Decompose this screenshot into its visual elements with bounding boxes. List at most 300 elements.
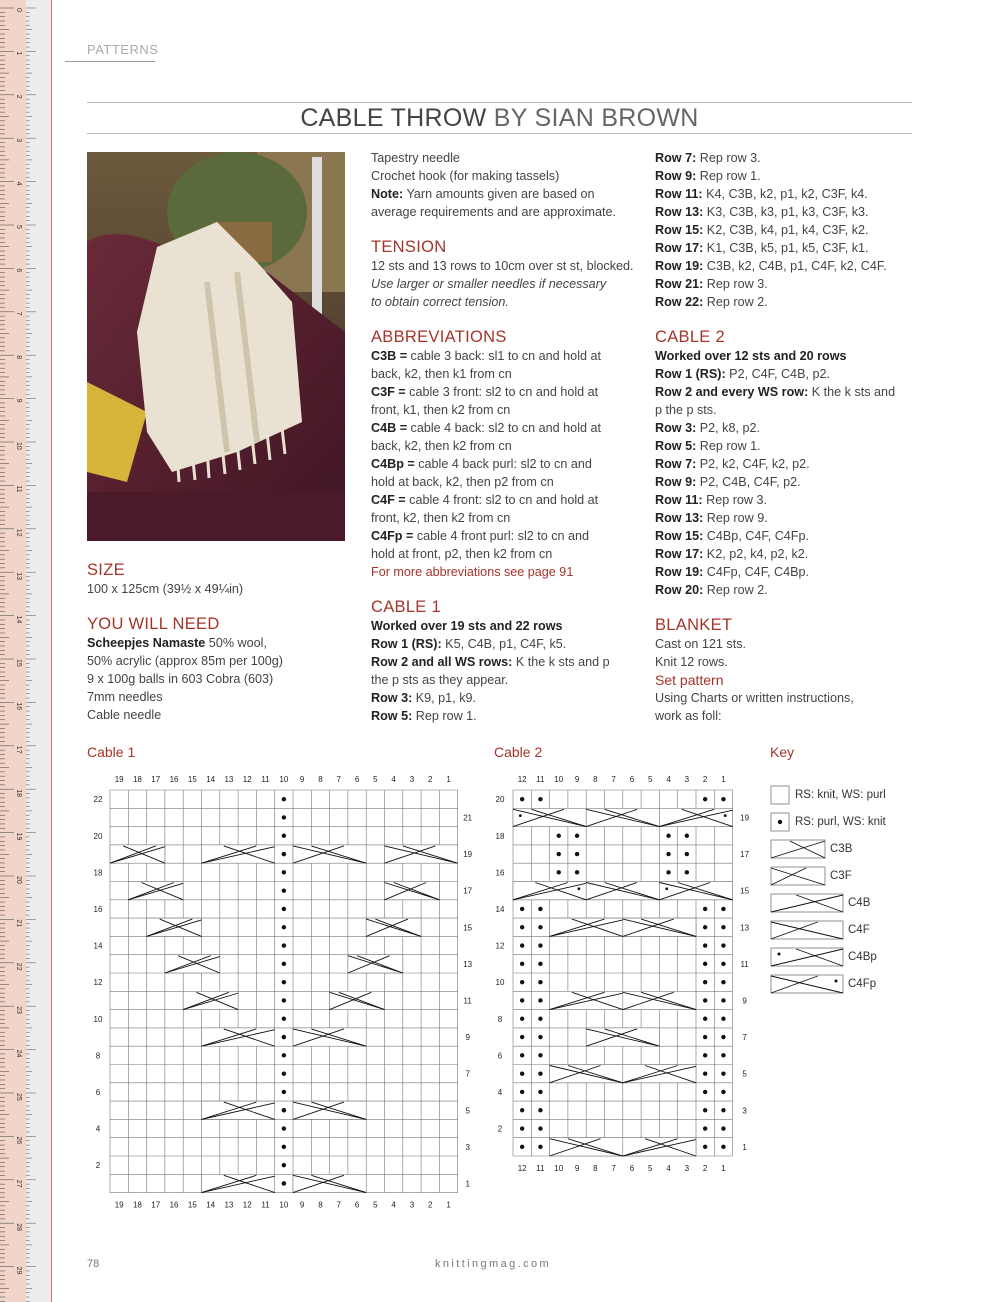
chart-axis-label: 1 [465, 1179, 470, 1189]
ruler-cm-label: 20 [15, 876, 22, 884]
chart-axis-label: 5 [373, 775, 378, 784]
chart-axis-label: 9 [574, 1164, 580, 1173]
purl-stitch [538, 962, 542, 966]
row-instruction: K the k sts and [808, 385, 896, 399]
purl-stitch [721, 1108, 725, 1112]
yarn-brand: Scheepjes Namaste [87, 636, 206, 650]
cable1-rows-part2 [655, 149, 915, 311]
chart-axis-label: 5 [742, 1069, 747, 1079]
cable-purl-dot [724, 814, 727, 817]
purl-stitch [520, 1053, 524, 1057]
chart-axis-label: 19 [114, 775, 124, 784]
chart-axis-label: 9 [742, 996, 747, 1006]
chart-axis-label: 6 [354, 775, 360, 784]
purl-stitch [721, 1053, 725, 1057]
purl-stitch [703, 1071, 707, 1075]
chart-axis-label: 7 [336, 775, 341, 784]
chart-axis-label: 12 [93, 978, 103, 988]
row-instruction: P2, C4F, C4B, p2. [725, 367, 830, 381]
abbreviation-entry [371, 527, 641, 545]
chart-axis-label: 12 [517, 775, 527, 784]
purl-stitch [538, 1035, 542, 1039]
ruler-cm-label: 26 [15, 1136, 22, 1145]
purl-stitch [282, 907, 286, 911]
chart-axis-label: 3 [684, 1164, 690, 1173]
purl-stitch [282, 980, 286, 984]
blanket-knit: Knit 12 rows. [655, 655, 728, 669]
row-key: Row 7: [655, 457, 697, 471]
row-instruction: Rep row 2. [703, 583, 768, 597]
ruler-cm-label: 16 [15, 702, 22, 711]
chart-axis-label: 5 [373, 1200, 378, 1210]
key-label: C4Fp [848, 978, 877, 990]
abbreviation-def-cont: back, k2, then k1 from cn [371, 367, 512, 381]
page-number: 78 [87, 1258, 100, 1270]
cable1-rows-part1 [371, 635, 641, 725]
abbreviation-def-cont: back, k2, then k2 from cn [371, 439, 512, 453]
pattern-row [655, 491, 915, 509]
chart-axis-label: 3 [409, 775, 415, 784]
chart-axis-label: 1 [446, 1200, 451, 1210]
purl-stitch [703, 1017, 707, 1021]
chart-axis-label: 7 [465, 1069, 470, 1079]
row-instruction: P2, k8, p2. [696, 421, 760, 435]
purl-stitch [520, 925, 524, 929]
needles: 7mm needles [87, 690, 163, 704]
abbreviations-list [371, 347, 641, 563]
chart-axis-label: 4 [497, 1087, 503, 1097]
purl-stitch [282, 962, 286, 966]
pattern-row [655, 581, 915, 599]
row-instruction: K4, C3B, k2, p1, k2, C3F, k4. [702, 187, 868, 201]
size-heading: SIZE [87, 561, 125, 579]
purl-stitch [282, 1108, 286, 1112]
yarn-line [87, 634, 347, 652]
blanket-cast-on: Cast on 121 sts. [655, 637, 747, 651]
abbreviation-def-cont: hold at back, k2, then p2 from cn [371, 475, 554, 489]
chart-axis-label: 20 [495, 795, 505, 805]
ruler-cm-label: 18 [15, 789, 22, 797]
chart-axis-label: 7 [611, 1164, 616, 1173]
chart-axis-label: 13 [463, 959, 473, 969]
more-abbreviations-link[interactable]: For more abbreviations see page 91 [371, 565, 574, 579]
ruler-cm-label: 5 [15, 225, 22, 229]
chart-axis-label: 18 [93, 868, 103, 878]
chart-axis-label: 6 [629, 775, 635, 784]
row-key: Row 20: [655, 583, 704, 597]
ruler-cm-label: 7 [15, 311, 22, 316]
chart-axis-label: 13 [224, 775, 234, 784]
chart-axis-label: 20 [93, 831, 103, 841]
chart-axis-label: 4 [666, 1164, 671, 1173]
title-main: CABLE THROW [300, 104, 487, 132]
chart-axis-label: 3 [684, 775, 690, 784]
chart-axis-label: 1 [742, 1142, 747, 1152]
purl-stitch [282, 1145, 286, 1149]
chart-axis-label: 10 [495, 978, 505, 988]
purl-stitch [520, 1035, 524, 1039]
key-symbol-c4bp [770, 947, 850, 967]
cable-purl-dot [519, 814, 522, 817]
key-symbol-c4fp [770, 974, 850, 994]
ruler-pink-strip [0, 0, 26, 1302]
tension-italic-1: Use larger or smaller needles if necessary [371, 277, 607, 291]
purl-stitch [721, 1090, 725, 1094]
ruler-cm-label: 10 [15, 442, 22, 450]
pattern-row [655, 185, 915, 203]
key-label: RS: purl, WS: knit [795, 816, 886, 828]
abbreviation-def: cable 4 back purl: sl2 to cn and [414, 457, 592, 471]
row-key: Row 3: [655, 421, 697, 435]
abbreviation-entry [371, 347, 641, 365]
purl-stitch [520, 797, 524, 801]
chart-axis-label: 14 [93, 941, 103, 951]
cable2-chart-title: Cable 2 [494, 744, 543, 760]
row-instruction: K9, p1, k9. [412, 691, 476, 705]
set-pattern-text-1: Using Charts or written instructions, [655, 691, 854, 705]
chart-axis-label: 4 [666, 775, 671, 784]
cable1-intro [371, 617, 641, 635]
purl-stitch [282, 1163, 286, 1167]
abbreviation-entry [371, 491, 641, 509]
pattern-row [655, 221, 915, 239]
chart-axis-label: 11 [740, 959, 749, 969]
chart-axis-label: 2 [428, 1200, 433, 1210]
chart-axis-label: 22 [93, 795, 103, 805]
purl-stitch [703, 797, 707, 801]
chart-axis-label: 17 [151, 1200, 161, 1210]
purl-stitch [685, 834, 689, 838]
purl-stitch [520, 1108, 524, 1112]
purl-stitch [721, 1126, 725, 1130]
pattern-row [655, 509, 915, 527]
row-instruction: C4Bp, C4F, C4Fp. [703, 529, 809, 543]
ruler-cm-label: 6 [15, 268, 22, 273]
ruler-cm-label: 17 [15, 745, 22, 754]
cable2-rows [655, 365, 915, 599]
key-label: RS: knit, WS: purl [795, 789, 886, 801]
key-title: Key [770, 744, 795, 760]
purl-stitch [538, 980, 542, 984]
chart-axis-label: 17 [740, 850, 750, 860]
chart-axis-label: 17 [151, 775, 161, 784]
purl-stitch [703, 962, 707, 966]
set-pattern-text-2: work as foll: [655, 709, 722, 723]
chart-axis-label: 11 [261, 1200, 270, 1210]
purl-stitch [721, 998, 725, 1002]
pattern-row [655, 239, 915, 257]
purl-stitch [575, 870, 579, 874]
pattern-row [655, 545, 915, 563]
purl-stitch [703, 1090, 707, 1094]
chart-axis-label: 10 [279, 1200, 289, 1210]
crochet-hook: Crochet hook (for making tassels) [371, 169, 560, 183]
purl-stitch [520, 998, 524, 1002]
section-underline [65, 61, 155, 62]
purl-stitch [575, 852, 579, 856]
abbreviation-def: cable 4 front: sl2 to cn and hold at [405, 493, 599, 507]
purl-stitch [538, 943, 542, 947]
abbreviation-def: cable 3 front: sl2 to cn and hold at [405, 385, 599, 399]
pattern-row [655, 365, 915, 383]
key-label: C4B [848, 897, 871, 909]
cable2-chart [486, 770, 766, 1175]
purl-stitch [282, 815, 286, 819]
cable1-chart [80, 770, 480, 1215]
chart-axis-label: 9 [299, 1200, 305, 1210]
chart-axis-label: 10 [554, 1164, 564, 1173]
pattern-row [655, 275, 915, 293]
purl-stitch [685, 852, 689, 856]
chart-axis-label: 7 [742, 1033, 747, 1043]
chart-axis-label: 1 [446, 775, 451, 784]
yarn-desc-2: 50% acrylic (approx 85m per 100g) [87, 654, 283, 668]
pattern-row [371, 653, 641, 671]
pattern-row [655, 473, 915, 491]
chart-axis-label: 13 [224, 1200, 234, 1210]
chart-axis-label: 8 [318, 1200, 323, 1210]
purl-stitch [282, 870, 286, 874]
chart-axis-label: 13 [740, 923, 750, 933]
purl-stitch [721, 1017, 725, 1021]
row-instruction: K1, C3B, k5, p1, k5, C3F, k1. [703, 241, 869, 255]
product-photo [87, 152, 345, 541]
purl-stitch [721, 980, 725, 984]
purl-stitch [282, 797, 286, 801]
purl-stitch [520, 1071, 524, 1075]
purl-stitch [666, 834, 670, 838]
row-key: Row 22: [655, 295, 704, 309]
row-instruction-cont: p the p sts. [655, 403, 717, 417]
row-instruction: Rep row 9. [703, 511, 768, 525]
chart-axis-label: 14 [206, 1200, 216, 1210]
purl-stitch [520, 943, 524, 947]
purl-stitch [520, 1126, 524, 1130]
chart-axis-label: 16 [495, 868, 505, 878]
purl-stitch [282, 1181, 286, 1185]
chart-axis-label: 2 [95, 1161, 101, 1171]
chart-axis-label: 1 [721, 1164, 726, 1173]
chart-axis-label: 1 [721, 775, 726, 784]
pattern-row [371, 635, 641, 653]
row-key: Row 7: [655, 151, 697, 165]
cable-needle: Cable needle [87, 708, 162, 722]
row-key: Row 3: [371, 691, 413, 705]
chart-axis-label: 6 [95, 1087, 101, 1097]
purl-stitch [721, 1071, 725, 1075]
ruler-cm-label: 13 [15, 572, 22, 580]
throw-photo-illustration [87, 152, 345, 541]
row-key: Row 11: [655, 493, 703, 507]
right-column [655, 149, 915, 725]
note-text-2: average requirements and are approximate. [371, 205, 617, 219]
chart-axis-label: 8 [497, 1014, 503, 1024]
purl-stitch [703, 907, 707, 911]
abbreviation-term: C4F = [371, 493, 406, 507]
pattern-row [655, 383, 915, 401]
tension-heading: TENSION [371, 238, 447, 256]
chart-axis-label: 21 [463, 813, 473, 823]
row-key: Row 15: [655, 529, 704, 543]
purl-stitch [721, 943, 725, 947]
chart-axis-label: 18 [132, 775, 142, 784]
chart-axis-label: 15 [187, 775, 197, 784]
cable2-heading: CABLE 2 [655, 328, 725, 346]
purl-stitch [703, 943, 707, 947]
cable1-intro-text: Worked over 19 sts and 22 rows [371, 619, 563, 633]
page-title [87, 104, 912, 133]
chart-axis-label: 4 [391, 1200, 396, 1210]
purl-stitch [557, 852, 561, 856]
note-label: Note: [371, 187, 404, 201]
purl-stitch [557, 834, 561, 838]
chart-axis-label: 16 [93, 904, 103, 914]
chart-axis-label: 7 [611, 775, 616, 784]
chart-axis-label: 12 [242, 775, 252, 784]
chart-axis-label: 9 [299, 775, 305, 784]
pattern-row [655, 563, 915, 581]
website-footer: knittingmag.com [435, 1258, 552, 1270]
purl-stitch [520, 980, 524, 984]
yarn-balls: 9 x 100g balls in 603 Cobra (603) [87, 672, 274, 686]
ruler-cm-label: 27 [15, 1179, 22, 1188]
row-key: Row 2 and every WS row: [655, 385, 809, 399]
chart-axis-label: 3 [409, 1200, 415, 1210]
pattern-row [655, 167, 915, 185]
title-rule-top [87, 102, 912, 103]
purl-stitch [703, 1053, 707, 1057]
key-symbol-c4f [770, 920, 850, 940]
chart-axis-label: 14 [495, 904, 505, 914]
pattern-row [371, 689, 641, 707]
purl-stitch [721, 1145, 725, 1149]
purl-stitch [666, 870, 670, 874]
chart-axis-label: 10 [279, 775, 289, 784]
purl-stitch [282, 1126, 286, 1130]
purl-stitch [282, 1035, 286, 1039]
chart-axis-label: 2 [702, 1164, 708, 1173]
purl-stitch [282, 1053, 286, 1057]
ruler-cm-label: 11 [15, 485, 22, 493]
cable2-intro-text: Worked over 12 sts and 20 rows [655, 349, 847, 363]
purl-stitch [520, 907, 524, 911]
purl-stitch [703, 980, 707, 984]
ruler-cm-label: 19 [15, 832, 22, 841]
pattern-row [655, 455, 915, 473]
chart-axis-label: 12 [242, 1200, 252, 1210]
ruler-cm-label: 24 [15, 1049, 22, 1058]
abbreviation-entry [371, 455, 641, 473]
row-key: Row 17: [655, 241, 704, 255]
abbreviation-def: cable 4 front purl: sl2 to cn and [413, 529, 590, 543]
row-instruction: K5, C4B, p1, C4F, k5. [441, 637, 567, 651]
key-label: C4Bp [848, 951, 877, 963]
row-key: Row 21: [655, 277, 704, 291]
purl-stitch [721, 925, 725, 929]
row-key: Row 11: [655, 187, 703, 201]
ruler-cm-label: 0 [15, 8, 22, 12]
row-instruction: P2, C4B, C4F, p2. [696, 475, 801, 489]
purl-stitch [703, 1108, 707, 1112]
row-key: Row 2 and all WS rows: [371, 655, 513, 669]
row-instruction: K the k sts and p [512, 655, 610, 669]
chart-axis-label: 16 [169, 775, 179, 784]
purl-stitch [575, 834, 579, 838]
chart-axis-label: 2 [497, 1124, 503, 1134]
ruler-cm-label: 8 [15, 355, 22, 360]
key-label: C3B [830, 843, 853, 855]
row-key: Row 17: [655, 547, 704, 561]
row-key: Row 5: [371, 709, 413, 723]
chart-axis-label: 18 [132, 1200, 142, 1210]
purl-stitch [703, 925, 707, 929]
ruler-cm-label: 22 [15, 962, 22, 971]
chart-axis-label: 5 [648, 775, 653, 784]
cable-purl-dot [577, 887, 580, 890]
purl-stitch [703, 1126, 707, 1130]
purl-stitch [282, 834, 286, 838]
row-instruction: C3B, k2, C4B, p1, C4F, k2, C4F. [703, 259, 887, 273]
abbreviation-term: C4Bp = [371, 457, 415, 471]
chart-axis-label: 4 [95, 1124, 101, 1134]
note-text: Yarn amounts given are based on [403, 187, 595, 201]
row-instruction: C4Fp, C4F, C4Bp. [703, 565, 809, 579]
abbreviation-def-cont: front, k2, then k2 from cn [371, 511, 511, 525]
row-instruction: Rep row 3. [703, 277, 768, 291]
ruler-cm-label: 21 [15, 919, 22, 928]
ruler-cm-label: 4 [15, 181, 22, 186]
pattern-row [655, 293, 915, 311]
chart-axis-label: 8 [95, 1051, 101, 1061]
chart-axis-label: 8 [318, 775, 323, 784]
row-key: Row 1 (RS): [371, 637, 442, 651]
ruler-cm-label: 25 [15, 1093, 22, 1101]
row-instruction: Rep row 1. [696, 169, 761, 183]
chart-axis-label: 19 [463, 850, 473, 860]
chart-axis-label: 6 [497, 1051, 503, 1061]
purl-stitch [538, 1017, 542, 1021]
chart-axis-label: 2 [702, 775, 708, 784]
chart-axis-label: 18 [495, 831, 505, 841]
ruler-cm-label: 9 [15, 398, 22, 403]
pattern-row [655, 527, 915, 545]
chart-axis-label: 10 [93, 1014, 103, 1024]
pattern-row [371, 707, 641, 725]
ruler-cm-label: 29 [15, 1266, 22, 1275]
chart-axis-label: 15 [740, 886, 750, 896]
row-instruction: Rep row 1. [412, 709, 477, 723]
chart-axis-label: 8 [593, 1164, 598, 1173]
key-label: C4F [848, 924, 870, 936]
chart-axis-label: 5 [465, 1106, 470, 1116]
purl-stitch [721, 907, 725, 911]
row-key: Row 5: [655, 439, 697, 453]
note-line [371, 185, 641, 203]
purl-stitch [282, 1090, 286, 1094]
left-column [87, 560, 347, 724]
row-instruction: Rep row 3. [696, 151, 761, 165]
chart-axis-label: 12 [495, 941, 505, 951]
purl-stitch [538, 1090, 542, 1094]
pattern-row [655, 203, 915, 221]
chart-axis-label: 5 [648, 1164, 653, 1173]
purl-stitch [703, 998, 707, 1002]
row-key: Row 1 (RS): [655, 367, 726, 381]
pattern-row [655, 257, 915, 275]
purl-stitch [538, 1145, 542, 1149]
chart-axis-label: 11 [536, 1164, 545, 1173]
purl-stitch [538, 1108, 542, 1112]
